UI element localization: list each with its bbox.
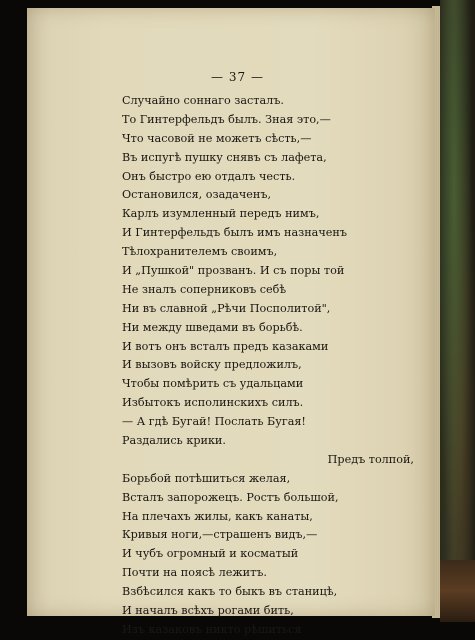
poem-line: Всталъ запорожецъ. Ростъ большой, bbox=[122, 490, 339, 504]
poem-line: Тѣлохранителемъ своимъ, bbox=[122, 245, 278, 259]
poem-line: Изъ казаковъ никто рѣшиться bbox=[122, 622, 302, 636]
poem-line: Раздались крики. bbox=[122, 434, 226, 448]
poem-line: Кривыя ноги,—страшенъ видъ,— bbox=[122, 528, 318, 542]
poem-line: Не зналъ соперниковъ себѣ bbox=[122, 282, 287, 296]
poem-line: Избытокъ исполинскихъ силъ. bbox=[122, 396, 304, 410]
poem-line: Взбѣсился какъ то быкъ въ станицѣ, bbox=[122, 585, 338, 599]
book-cover-edge bbox=[440, 0, 475, 622]
poem-line: — А гдѣ Бугай! Послать Бугая! bbox=[122, 415, 306, 429]
poem-line: Ни между шведами въ борьбѣ. bbox=[122, 320, 303, 334]
poem-line: Карлъ изумленный передъ нимъ, bbox=[122, 207, 320, 221]
page-number: — 37 — bbox=[211, 70, 264, 84]
poem-line: Въ испугѣ пушку снявъ съ лафета, bbox=[122, 150, 327, 164]
poem-line: Остановился, озадаченъ, bbox=[122, 188, 271, 202]
poem-line: Онъ быстро ею отдалъ честь. bbox=[122, 169, 296, 183]
poem-line: Случайно соннаго засталъ. bbox=[122, 94, 284, 107]
poem-text bbox=[122, 92, 422, 640]
poem-line: На плечахъ жилы, какъ канаты, bbox=[122, 509, 313, 523]
poem-line: Борьбой потѣшиться желая, bbox=[122, 471, 291, 485]
poem-line: И Гинтерфельдъ былъ имъ назначенъ bbox=[122, 226, 347, 240]
poem-line: Почти на поясѣ лежитъ. bbox=[122, 566, 267, 580]
poem-line: И чубъ огромный и косматый bbox=[122, 547, 299, 561]
book-cover-corner bbox=[440, 560, 475, 622]
poem-line: И вотъ онъ всталъ предъ казаками bbox=[122, 339, 329, 353]
poem-line: Предъ толпой, bbox=[327, 452, 414, 466]
poem-line: И вызовъ войску предложилъ, bbox=[122, 358, 302, 372]
poem-line: И началъ всѣхъ рогами бить, bbox=[122, 604, 294, 618]
poem-line: Что часовой не можетъ сѣсть,— bbox=[122, 131, 312, 145]
poem-line: Ни въ славной „Рѣчи Посполитой", bbox=[122, 301, 331, 315]
poem-line: То Гинтерфельдъ былъ. Зная это,— bbox=[122, 112, 331, 126]
poem-line: Чтобы помѣрить съ удальцами bbox=[122, 377, 304, 391]
poem-line: И „Пушкой" прозванъ. И съ поры той bbox=[122, 264, 345, 278]
